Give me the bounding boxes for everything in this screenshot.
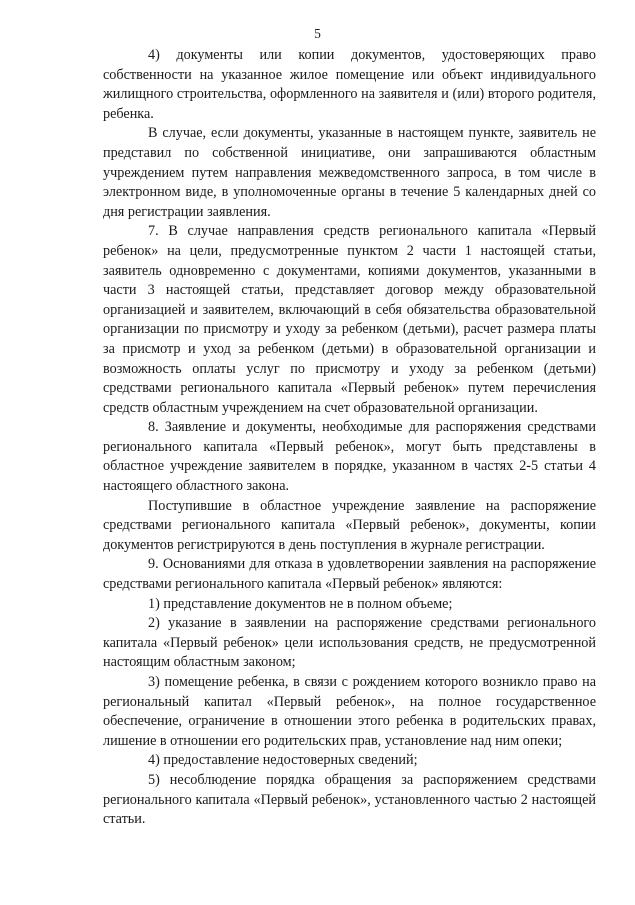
document-body (103, 46, 596, 830)
list-item-2: 2) указание в заявлении на распоряжение средствами регионального капитала «Первый ребенок» цели использования средств, не предусмотренной настоящим областным законом; (103, 615, 596, 671)
paragraph-interagency-request: В случае, если документы, указанные в настоящем пункте, заявитель не представил по собственной инициативе, они запрашиваются областным учреждением путем направления межведомственного запроса, в том числе в электронном виде, в уполномоченные органы в течение 5 календарных дней со дня регистрации заявления. (103, 125, 596, 220)
paragraph-9: 9. Основаниями для отказа в удовлетворении заявления на распоряжение средствами регионального капитала «Первый ребенок» являются: (103, 556, 596, 593)
paragraph-item-4-documents: 4) документы или копии документов, удостоверяющих право собственности на указанное жилое помещение или объект индивидуального жилищного строительства, оформленного на заявителя и (или) второго родителя, ребенка. (103, 47, 596, 122)
list-item-5: 5) несоблюдение порядка обращения за распоряжением средствами регионального капитала «Первый ребенок», установленного частью 2 настоящей статьи. (103, 771, 596, 828)
paragraph-registration: Поступившие в областное учреждение заявление на распоряжение средствами регионального капитала «Первый ребенок», документы, копии документов регистрируются в день поступления в журнале регистрации. (103, 497, 596, 553)
paragraph-7: 7. В случае направления средств регионального капитала «Первый ребенок» на цели, предусмотренные пунктом 2 части 1 настоящей статьи, заявитель одновременно с документами, копиями документов, указанными в части 3 настоящей статьи, представляет договор между образовательной организацией и заявителем, включающий в себя обязательства образовательной организации по присмотру и уходу за ребенком (детьми), расчет размера платы за присмотр и уход за ребенком (детьми) в образовательной организации и возможность оплаты услуг по присмотру и уходу за ребенком (детьми) средствами регионального капитала «Первый ребенок» путем перечисления средств областным учреждением на счет образовательной организации. (103, 223, 596, 416)
list-item-3: 3) помещение ребенка, в связи с рождением которого возникло право на региональный капитал «Первый ребенок», на полное государственное обеспечение, ограничение в отношении этого ребенка в родительских правах, лишение в отношении его родительских прав, установление над ним опеки; (103, 674, 596, 749)
page-number: 5 (314, 26, 321, 41)
paragraph-8: 8. Заявление и документы, необходимые для распоряжения средствами регионального капитала «Первый ребенок», могут быть представлены в областное учреждение заявителем в порядке, указанном в частях 2-5 статьи 4 настоящего областного закона. (103, 419, 596, 495)
list-item-4: 4) предоставление недостоверных сведений; (148, 752, 418, 769)
list-item-1: 1) представление документов не в полном объеме; (148, 595, 453, 612)
